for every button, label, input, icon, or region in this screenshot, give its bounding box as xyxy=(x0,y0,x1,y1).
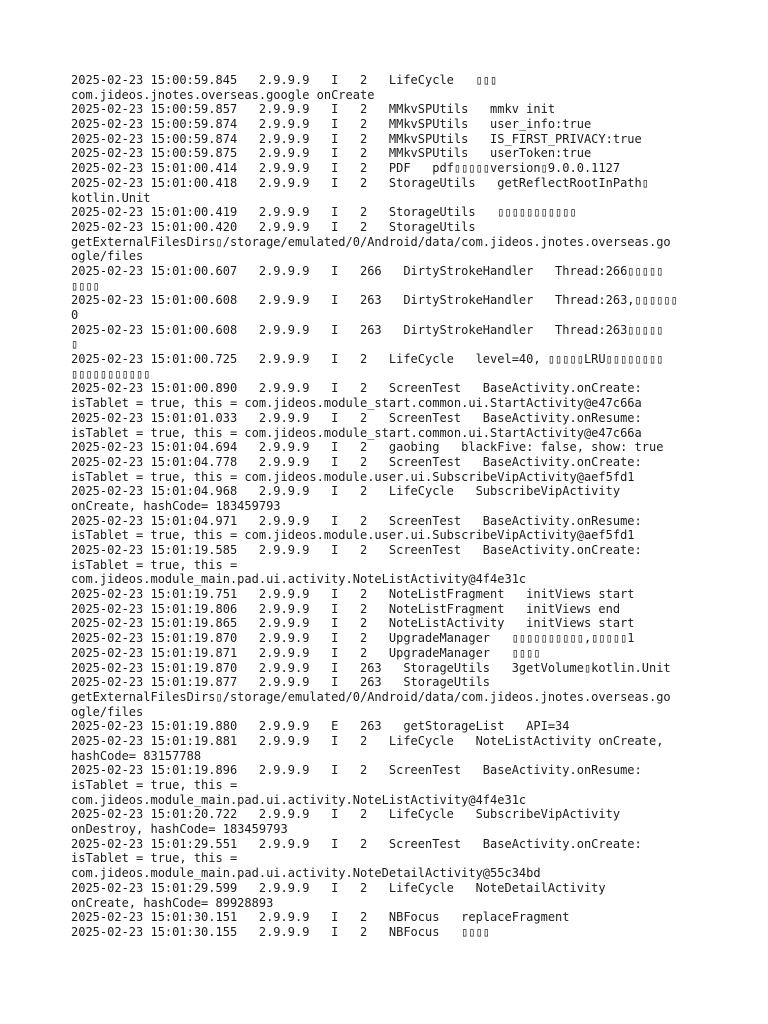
log-line: 2025-02-23 15:00:59.874 2.9.9.9 I 2 MMkvSPUtils IS_FIRST_PRIVACY:true xyxy=(71,131,642,146)
log-line: ▯ xyxy=(71,337,79,352)
log-line: 2025-02-23 15:01:00.608 2.9.9.9 I 263 DirtyStrokeHandler Thread:263,▯▯▯▯▯▯ xyxy=(71,293,678,308)
log-line: 2025-02-23 15:01:30.155 2.9.9.9 I 2 NBFocus ▯▯▯▯ xyxy=(71,924,491,939)
log-line: 2025-02-23 15:00:59.857 2.9.9.9 I 2 MMkvSPUtils mmkv init xyxy=(71,102,556,117)
log-line: com.jideos.jnotes.overseas.google onCreate xyxy=(71,87,375,102)
log-line: 2025-02-23 15:01:04.971 2.9.9.9 I 2 ScreenTest BaseActivity.onResume: xyxy=(71,513,642,528)
log-line: 2025-02-23 15:01:19.585 2.9.9.9 I 2 ScreenTest BaseActivity.onCreate: xyxy=(71,543,642,557)
log-line: onCreate, hashCode= 89928893 xyxy=(71,895,274,910)
log-line: 2025-02-23 15:01:19.881 2.9.9.9 I 2 LifeCycle NoteListActivity onCreate, xyxy=(71,733,664,748)
log-line: 2025-02-23 15:00:59.875 2.9.9.9 I 2 MMkvSPUtils userToken:true xyxy=(71,146,592,161)
log-line: 2025-02-23 15:01:19.880 2.9.9.9 E 263 getStorageList API=34 xyxy=(71,719,570,734)
log-line: 2025-02-23 15:01:01.033 2.9.9.9 I 2 ScreenTest BaseActivity.onResume: xyxy=(71,410,642,425)
log-line: 2025-02-23 15:01:19.877 2.9.9.9 I 263 StorageUtils xyxy=(71,675,491,690)
log-line: 2025-02-23 15:01:19.870 2.9.9.9 I 2 UpgradeManager ▯▯▯▯▯▯▯▯▯▯,▯▯▯▯▯1 xyxy=(71,631,635,646)
log-line: 2025-02-23 15:01:00.419 2.9.9.9 I 2 StorageUtils ▯▯▯▯▯▯▯▯▯▯▯ xyxy=(71,205,577,220)
log-line: 2025-02-23 15:01:29.551 2.9.9.9 I 2 ScreenTest BaseActivity.onCreate: xyxy=(71,836,642,851)
log-line: 2025-02-23 15:01:04.778 2.9.9.9 I 2 ScreenTest BaseActivity.onCreate: xyxy=(71,454,642,469)
log-document xyxy=(71,73,711,954)
log-line: 2025-02-23 15:01:19.870 2.9.9.9 I 263 StorageUtils 3getVolume▯kotlin.Unit xyxy=(71,660,671,675)
log-line: 2025-02-23 15:01:19.806 2.9.9.9 I 2 NoteListFragment initViews end xyxy=(71,601,621,616)
log-line: isTablet = true, this = xyxy=(71,778,238,792)
log-line: getExternalFilesDirs▯/storage/emulated/0/Android/data/com.jideos.jnotes.overseas.go xyxy=(71,689,671,704)
log-line: 2025-02-23 15:01:00.414 2.9.9.9 I 2 PDF pdf▯▯▯▯▯version▯9.0.0.1127 xyxy=(71,161,621,176)
log-line: 2025-02-23 15:01:00.890 2.9.9.9 I 2 ScreenTest BaseActivity.onCreate: xyxy=(71,381,642,396)
log-line: 2025-02-23 15:01:19.871 2.9.9.9 I 2 UpgradeManager ▯▯▯▯ xyxy=(71,645,541,660)
log-line: 2025-02-23 15:01:04.694 2.9.9.9 I 2 gaobing blackFive: false, show: true xyxy=(71,440,664,455)
log-line: 2025-02-23 15:01:04.968 2.9.9.9 I 2 LifeCycle SubscribeVipActivity xyxy=(71,484,621,499)
log-line: ogle/files xyxy=(71,704,144,719)
log-line: 2025-02-23 15:01:20.722 2.9.9.9 I 2 LifeCycle SubscribeVipActivity xyxy=(71,807,621,822)
log-line: 0 xyxy=(71,308,79,322)
log-line: 2025-02-23 15:01:30.151 2.9.9.9 I 2 NBFocus replaceFragment xyxy=(71,910,570,925)
log-line: ▯▯▯▯▯▯▯▯▯▯▯ xyxy=(71,366,151,381)
log-line: onCreate, hashCode= 183459793 xyxy=(71,498,281,513)
log-line: 2025-02-23 15:01:00.420 2.9.9.9 I 2 StorageUtils xyxy=(71,219,476,234)
log-line: ▯▯▯▯ xyxy=(71,278,100,293)
log-line: isTablet = true, this = com.jideos.module_start.common.ui.StartActivity@e47c66a xyxy=(71,425,642,440)
log-line: isTablet = true, this = com.jideos.module_start.common.ui.StartActivity@e47c66a xyxy=(71,396,642,411)
log-line: 2025-02-23 15:01:00.607 2.9.9.9 I 266 DirtyStrokeHandler Thread:266▯▯▯▯▯ xyxy=(71,263,664,278)
log-line: isTablet = true, this = com.jideos.module.user.ui.SubscribeVipActivity@aef5fd1 xyxy=(71,528,635,543)
log-line: onDestroy, hashCode= 183459793 xyxy=(71,822,288,837)
log-line: com.jideos.module_main.pad.ui.activity.NoteDetailActivity@55c34bd xyxy=(71,866,541,881)
log-line: 2025-02-23 15:01:29.599 2.9.9.9 I 2 LifeCycle NoteDetailActivity xyxy=(71,880,606,895)
log-line: 2025-02-23 15:01:00.418 2.9.9.9 I 2 StorageUtils getReflectRootInPath▯ xyxy=(71,175,649,190)
log-line: 2025-02-23 15:01:00.725 2.9.9.9 I 2 LifeCycle level=40, ▯▯▯▯▯LRU▯▯▯▯▯▯▯▯ xyxy=(71,352,664,367)
log-line: 2025-02-23 15:01:19.751 2.9.9.9 I 2 NoteListFragment initViews start xyxy=(71,587,635,602)
log-line: isTablet = true, this = xyxy=(71,557,238,572)
log-line: kotlin.Unit xyxy=(71,190,151,205)
log-line: 2025-02-23 15:01:19.896 2.9.9.9 I 2 ScreenTest BaseActivity.onResume: xyxy=(71,763,642,778)
log-line: 2025-02-23 15:00:59.845 2.9.9.9 I 2 LifeCycle ▯▯▯ xyxy=(71,73,498,87)
log-line: hashCode= 83157788 xyxy=(71,748,202,763)
log-line: com.jideos.module_main.pad.ui.activity.NoteListActivity@4f4e31c xyxy=(71,792,527,807)
log-line: 2025-02-23 15:01:00.608 2.9.9.9 I 263 DirtyStrokeHandler Thread:263▯▯▯▯▯ xyxy=(71,322,664,337)
log-line: isTablet = true, this = com.jideos.module.user.ui.SubscribeVipActivity@aef5fd1 xyxy=(71,469,635,484)
log-line: isTablet = true, this = xyxy=(71,851,238,866)
log-line: 2025-02-23 15:01:19.865 2.9.9.9 I 2 NoteListActivity initViews start xyxy=(71,616,635,631)
log-line xyxy=(71,940,711,955)
log-line: com.jideos.module_main.pad.ui.activity.NoteListActivity@4f4e31c xyxy=(71,572,527,587)
log-line: 2025-02-23 15:00:59.874 2.9.9.9 I 2 MMkvSPUtils user_info:true xyxy=(71,117,592,132)
log-line: ogle/files xyxy=(71,249,144,264)
log-line: getExternalFilesDirs▯/storage/emulated/0/Android/data/com.jideos.jnotes.overseas.go xyxy=(71,234,671,249)
